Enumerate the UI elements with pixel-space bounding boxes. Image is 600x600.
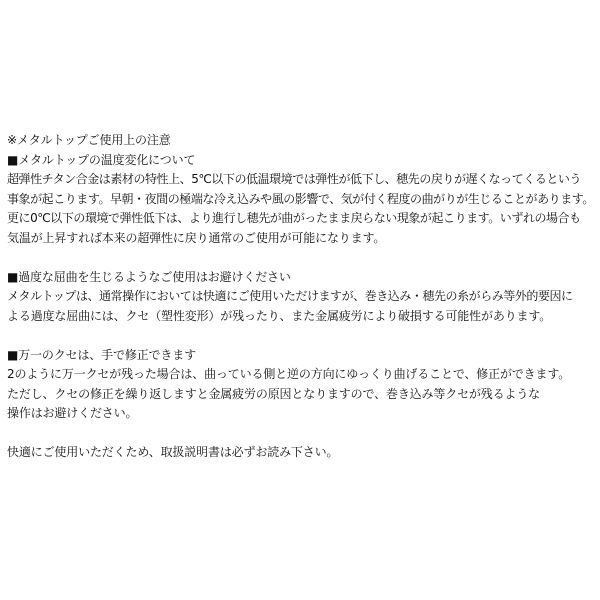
section-heading-bending: ■過度な屈曲を生じるようなご使用はお避けください [7,269,291,284]
paragraph-line: 操作はお避けください。 [7,406,138,420]
paragraph-line: よる過度な屈曲には、クセ（塑性変形）が残ったり、また金属疲労により破損する可能性があります。 [7,308,552,323]
paragraph-line: 事象が起こります。早朝・夜間の極端な冷え込みや風の影響で、気が付く程度の曲がりが生じることがあります。 [7,191,594,206]
paragraph-line: メタルトップは、通常操作においては快適にご使用いただけますが、巻き込み・穂先の糸がらみ等外的要因に [7,289,573,303]
paragraph-line: 更に0℃以下の環境で弾性低下は、より進行し穂先が曲がったまま戻らない現象が起こります。いずれの場合も [7,211,581,225]
paragraph-line: ただし、クセの修正を繰り返しますと金属疲労の原因となりますので、巻き込み等クセが残るような [7,386,541,401]
spacer [7,326,597,346]
notice-title: ※メタルトップご使用上の注意 [7,133,171,147]
closing-note: 快適にご使用いただくため、取扱説明書は必ずお読み下さい。 [7,445,339,459]
spacer [7,424,597,444]
section-heading-temperature: ■メタルトップの温度変化について [7,152,196,167]
usage-notice [7,131,597,463]
spacer [7,248,597,268]
paragraph-line: 超弾性チタン合金は素材の特性上、5℃以下の低温環境では弾性が低下し、穂先の戻りが遅くなってくるという [7,172,582,186]
section-heading-correction: ■万一のクセは、手で修正できます [7,347,196,362]
paragraph-line: 気温が上昇すれば本来の超弾性に戻り通常のご使用が可能になります。 [7,230,386,245]
paragraph-line: 2のように万一クセが残った場合は、曲っている側と逆の方向にゆっくり曲げることで、修正ができます。 [7,367,571,381]
